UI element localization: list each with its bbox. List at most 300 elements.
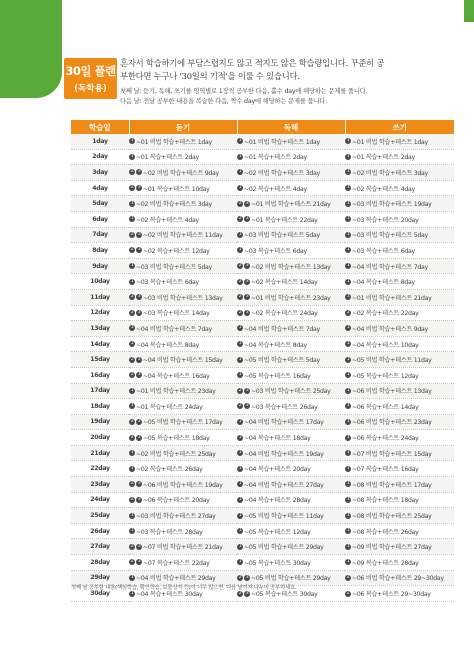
chapter-number-icon: 1 [238,372,242,378]
day-label: 6day [71,211,129,227]
chapter-number-icon: 3 [245,278,249,284]
writing-cell [345,414,454,430]
day-label: 19day [71,414,129,430]
cell-text: ~04 비법 학습+테스트 15day [143,357,223,365]
cell-text: ~06 비법 학습+테스트 29~30day [352,575,444,583]
cell-text: ~05 비법 학습+테스트 29day [251,575,331,583]
writing-cell [345,180,454,196]
cell-text: ~02 비법 학습+테스트 3day [244,169,320,177]
reading-cell [237,149,345,165]
chapter-number-icon: 2 [238,590,242,596]
chapter-number-icon: 2 [130,309,134,315]
cell-text: ~05 비법 학습+테스트 29day [244,544,324,552]
table-body [71,134,454,601]
day-label: 7day [71,227,129,243]
chapter-number-icon: 1 [346,543,350,549]
chapter-number-icon: 1 [130,465,134,471]
chapter-number-icon: 1 [130,138,134,144]
day-label: 20day [71,430,129,446]
chapter-number-icon: 1 [346,278,350,284]
intro-line: 부한다면 누구나 '30일의 기적'을 이룰 수 있습니다. [120,71,300,81]
chapter-number-icon: 2 [238,216,242,222]
reading-cell [237,508,345,524]
writing-cell [345,165,454,181]
reading-cell [237,180,345,196]
listening-cell [129,243,237,259]
chapter-number-icon: 2 [130,434,134,440]
plan-title: 30일 플랜 [65,64,116,78]
chapter-number-icon: 3 [245,574,249,580]
chapter-number-icon: 2 [130,496,134,502]
cell-text: ~04 비법 학습+테스트 17day [244,419,324,427]
chapter-number-icon: 2 [238,574,242,580]
cell-text: ~01 복습+테스트 10day [143,185,210,193]
intro-text [120,57,454,83]
cell-text: ~09 복습+테스트 28day [352,559,419,567]
cell-text: ~01 복습+테스트 24day [136,403,203,411]
reading-cell [237,461,345,477]
cell-text: ~02 복습+테스트 14day [251,279,318,287]
chapter-number-icon: 3 [137,481,141,487]
day-label: 26day [71,523,129,539]
cell-text: ~04 복습+테스트 8day [136,341,199,349]
header-writing: 쓰기 [345,120,454,134]
writing-cell [345,367,454,383]
day-label: 30day [71,586,129,602]
chapter-number-icon: 2 [130,247,134,253]
chapter-number-icon: 1 [130,450,134,456]
chapter-number-icon: 1 [238,247,242,253]
chapter-number-icon: 3 [137,543,141,549]
chapter-number-icon: 3 [137,309,141,315]
cell-text: ~06 비법 학습+테스트 19day [143,481,223,489]
chapter-number-icon: 1 [238,434,242,440]
day-label: 23day [71,477,129,493]
chapter-number-icon: 1 [346,263,350,269]
chapter-number-icon: 2 [346,574,350,580]
table-row [71,492,454,508]
table-row [71,149,454,165]
cell-text: ~08 비법 학습+테스트 17day [352,481,432,489]
cell-text: ~04 비법 학습+테스트 27day [244,481,324,489]
chapter-number-icon: 3 [245,309,249,315]
chapter-number-icon: 1 [346,216,350,222]
writing-cell [345,399,454,415]
cell-text: ~03 비법 학습+테스트 5day [352,232,428,240]
chapter-number-icon: 2 [130,231,134,237]
chapter-number-icon: 1 [238,465,242,471]
cell-text: ~05 비법 학습+테스트 17day [143,419,223,427]
chapter-number-icon: 1 [346,169,350,175]
listening-cell [129,258,237,274]
chapter-number-icon: 1 [130,200,134,206]
chapter-number-icon: 1 [130,512,134,518]
cell-text: ~03 비법 학습+테스트 5day [136,263,212,271]
listening-cell [129,492,237,508]
table-row [71,180,454,196]
plan-subtitle: (독학용) [74,84,107,94]
table-row [71,399,454,415]
cell-text: ~03 복습+테스트 6day [136,279,199,287]
listening-cell [129,367,237,383]
header-reading: 독해 [237,120,345,134]
chapter-number-icon: 2 [238,263,242,269]
chapter-number-icon: 3 [137,356,141,362]
reading-cell [237,289,345,305]
chapter-number-icon: 3 [245,200,249,206]
writing-cell [345,445,454,461]
cell-text: ~02 비법 학습+테스트 13day [251,263,331,271]
reading-cell [237,477,345,493]
cell-text: ~05 복습+테스트 12day [352,372,419,380]
cell-text: ~03 복습+테스트 20day [352,216,419,224]
chapter-number-icon: 1 [238,341,242,347]
day-label: 3day [71,165,129,181]
chapter-number-icon: 1 [238,325,242,331]
chapter-number-icon: 3 [137,185,141,191]
header-day: 학습일 [71,120,129,134]
day-label: 12day [71,305,129,321]
reading-cell [237,352,345,368]
cell-text: ~02 복습+테스트 24day [251,310,318,318]
table-row [71,321,454,337]
listening-cell [129,445,237,461]
table-row [71,430,454,446]
chapter-number-icon: 1 [346,434,350,440]
reading-cell [237,274,345,290]
chapter-number-icon: 3 [245,590,249,596]
reading-cell [237,523,345,539]
table-row [71,336,454,352]
writing-cell [345,196,454,212]
day-label: 28day [71,555,129,571]
cell-text: ~01 비법 학습+테스트 1day [136,138,212,146]
table-row [71,274,454,290]
chapter-number-icon: 2 [238,309,242,315]
chapter-number-icon: 2 [130,294,134,300]
chapter-number-icon: 1 [238,418,242,424]
cell-text: ~02 복습+테스트 4day [244,185,307,193]
writing-cell [345,461,454,477]
cell-text: ~02 복습+테스트 22day [352,310,419,318]
cell-text: ~01 복습+테스트 2day [352,154,415,162]
table-row [71,134,454,149]
day-label: 22day [71,461,129,477]
table-row [71,305,454,321]
cell-text: ~02 비법 학습+테스트 3day [136,201,212,209]
note-line: 다음 날: 전날 공부한 내용을 복습한 다음, 짝수 day에 해당하는 문제를 풉니다. [120,97,327,105]
cell-text: ~02 복습+테스트 4day [136,216,199,224]
cell-text: ~04 복습+테스트 30day [136,591,203,599]
writing-cell [345,211,454,227]
cell-text: ~03 복습+테스트 6day [352,247,415,255]
writing-cell [345,430,454,446]
listening-cell [129,555,237,571]
cell-text: ~04 복습+테스트 20day [244,466,311,474]
chapter-number-icon: 1 [346,465,350,471]
chapter-number-icon: 2 [346,309,350,315]
cell-text: ~08 복습+테스트 26day [352,528,419,536]
table-row [71,523,454,539]
footnote: 첫째 날 공부할 내용(핵심학습, 확인학습, 보물상자 등)이 너무 많으면, 다음 날까지 나누어 공부하세요. [71,585,297,591]
chapter-number-icon: 3 [137,434,141,440]
reading-cell [237,227,345,243]
chapter-number-icon: 1 [238,543,242,549]
table-row [71,258,454,274]
chapter-number-icon: 2 [238,387,242,393]
table-row [71,477,454,493]
cell-text: ~09 비법 학습+테스트 27day [352,544,432,552]
note-line: 첫째 날: 듣기, 독해, 쓰기를 영역별로 1장씩 공부한 다음, 홀수 day에 해당하는 문제를 풉니다. [120,88,368,95]
cell-text: ~02 비법 학습+테스트 11day [143,232,223,240]
day-label: 29day [71,570,129,586]
day-label: 11day [71,289,129,305]
writing-cell [345,289,454,305]
chapter-number-icon: 1 [346,372,350,378]
chapter-number-icon: 2 [130,418,134,424]
day-label: 15day [71,352,129,368]
chapter-number-icon: 2 [238,278,242,284]
day-label: 8day [71,243,129,259]
cell-text: ~06 비법 학습+테스트 13day [352,388,432,396]
chapter-number-icon: 1 [346,138,350,144]
chapter-number-icon: 1 [346,528,350,534]
cell-text: ~01 비법 학습+테스트 21day [251,201,331,209]
table-row [71,367,454,383]
chapter-number-icon: 3 [245,294,249,300]
table-row [71,539,454,555]
day-label: 17day [71,383,129,399]
table-row [71,196,454,212]
day-label: 2day [71,149,129,165]
chapter-number-icon: 1 [238,153,242,159]
table-row [71,383,454,399]
reading-cell [237,305,345,321]
cell-text: ~03 복습+테스트 14day [143,310,210,318]
chapter-number-icon: 1 [346,356,350,362]
chapter-number-icon: 1 [346,153,350,159]
cell-text: ~04 복습+테스트 18day [244,435,311,443]
cell-text: ~05 비법 학습+테스트 11day [244,513,324,521]
chapter-number-icon: 1 [130,574,134,580]
reading-cell [237,414,345,430]
table-row [71,352,454,368]
writing-cell [345,134,454,149]
reading-cell [237,196,345,212]
chapter-number-icon: 2 [130,372,134,378]
chapter-number-icon: 1 [130,528,134,534]
chapter-number-icon: 1 [238,559,242,565]
chapter-number-icon: 2 [130,543,134,549]
corner-decoration [0,0,62,98]
chapter-number-icon: 1 [238,496,242,502]
listening-cell [129,523,237,539]
reading-cell [237,367,345,383]
writing-cell [345,477,454,493]
cell-text: ~07 비법 학습+테스트 15day [352,450,432,458]
cell-text: ~04 복습+테스트 10day [352,341,419,349]
writing-cell [345,492,454,508]
chapter-number-icon: 1 [238,169,242,175]
listening-cell [129,383,237,399]
chapter-number-icon: 2 [346,590,350,596]
chapter-number-icon: 3 [245,387,249,393]
cell-text: ~01 비법 학습+테스트 21day [352,294,432,302]
reading-cell [237,165,345,181]
listening-cell [129,399,237,415]
listening-cell [129,134,237,149]
day-label: 13day [71,321,129,337]
chapter-number-icon: 1 [346,559,350,565]
chapter-number-icon: 1 [346,512,350,518]
cell-text: ~04 비법 학습+테스트 19day [244,450,324,458]
chapter-number-icon: 2 [130,559,134,565]
study-plan-table [71,120,454,602]
chapter-number-icon: 1 [238,185,242,191]
table-header-row [71,120,454,134]
writing-cell [345,383,454,399]
day-label: 24day [71,492,129,508]
listening-cell [129,461,237,477]
cell-text: ~03 복습+테스트 26day [251,403,318,411]
chapter-number-icon: 2 [130,356,134,362]
chapter-number-icon: 3 [137,418,141,424]
cell-text: ~05 비법 학습+테스트 5day [244,357,320,365]
chapter-number-icon: 2 [238,200,242,206]
chapter-number-icon: 1 [130,278,134,284]
reading-cell [237,492,345,508]
listening-cell [129,289,237,305]
listening-cell [129,336,237,352]
cell-text: ~03 비법 학습+테스트 19day [352,201,432,209]
cell-text: ~03 비법 학습+테스트 25day [251,388,331,396]
chapter-number-icon: 3 [137,294,141,300]
chapter-number-icon: 1 [130,403,134,409]
cell-text: ~07 복습+테스트 22day [143,559,210,567]
chapter-number-icon: 3 [137,231,141,237]
reading-cell [237,383,345,399]
cell-text: ~08 복습+테스트 18day [352,497,419,505]
chapter-number-icon: 1 [346,418,350,424]
cell-text: ~02 비법 학습+테스트 9day [143,169,219,177]
listening-cell [129,274,237,290]
chapter-number-icon: 1 [130,590,134,596]
writing-cell [345,305,454,321]
cell-text: ~07 비법 학습+테스트 21day [143,544,223,552]
chapter-number-icon: 1 [346,387,350,393]
reading-cell [237,399,345,415]
chapter-number-icon: 3 [137,169,141,175]
table-row [71,243,454,259]
writing-cell [345,523,454,539]
writing-cell [345,227,454,243]
reading-cell [237,336,345,352]
chapter-number-icon: 1 [130,153,134,159]
chapter-number-icon: 1 [238,528,242,534]
writing-cell [345,336,454,352]
cell-text: ~06 비법 학습+테스트 23day [352,419,432,427]
day-label: 14day [71,336,129,352]
listening-cell [129,539,237,555]
cell-text: ~01 비법 학습+테스트 1day [244,138,320,146]
cell-text: ~02 비법 학습+테스트 3day [352,169,428,177]
day-label: 16day [71,367,129,383]
cell-text: ~01 복습+테스트 2day [136,154,199,162]
writing-cell [345,243,454,259]
chapter-number-icon: 3 [137,247,141,253]
cell-text: ~07 복습+테스트 16day [352,466,419,474]
cell-text: ~01 복습+테스트 2day [244,154,307,162]
study-notes [120,87,454,106]
reading-cell [237,445,345,461]
chapter-number-icon: 1 [238,138,242,144]
header-listening: 듣기 [129,120,237,134]
cell-text: ~01 복습+테스트 22day [251,216,318,224]
listening-cell [129,414,237,430]
edge-decoration [464,0,474,22]
writing-cell [345,149,454,165]
chapter-number-icon: 1 [346,403,350,409]
day-label: 9day [71,258,129,274]
cell-text: ~04 복습+테스트 8day [352,279,415,287]
cell-text: ~06 복습+테스트 29~30day [352,591,431,599]
cell-text: ~03 복습+테스트 6day [244,247,307,255]
writing-cell [345,274,454,290]
cell-text: ~03 비법 학습+테스트 5day [244,232,320,240]
cell-text: ~04 비법 학습+테스트 9day [352,325,428,333]
cell-text: ~04 비법 학습+테스트 7day [352,263,428,271]
cell-text: ~04 비법 학습+테스트 29day [136,575,216,583]
table-row [71,445,454,461]
writing-cell [345,258,454,274]
listening-cell [129,165,237,181]
writing-cell [345,352,454,368]
cell-text: ~08 비법 학습+테스트 25day [352,513,432,521]
cell-text: ~04 복습+테스트 28day [244,497,311,505]
cell-text: ~01 비법 학습+테스트 23day [251,294,331,302]
cell-text: ~05 비법 학습+테스트 11day [352,357,432,365]
chapter-number-icon: 1 [346,450,350,456]
day-label: 10day [71,274,129,290]
listening-cell [129,430,237,446]
reading-cell [237,243,345,259]
listening-cell [129,227,237,243]
chapter-number-icon: 1 [238,356,242,362]
chapter-number-icon: 3 [137,559,141,565]
chapter-number-icon: 2 [130,481,134,487]
cell-text: ~01 비법 학습+테스트 23day [136,388,216,396]
chapter-number-icon: 1 [130,341,134,347]
reading-cell [237,430,345,446]
reading-cell [237,258,345,274]
cell-text: ~01 비법 학습+테스트 1day [352,138,428,146]
chapter-number-icon: 1 [238,450,242,456]
chapter-number-icon: 1 [346,231,350,237]
day-label: 21day [71,445,129,461]
chapter-number-icon: 1 [346,496,350,502]
reading-cell [237,555,345,571]
writing-cell [345,555,454,571]
reading-cell [237,211,345,227]
listening-cell [129,477,237,493]
chapter-number-icon: 2 [130,185,134,191]
cell-text: ~06 복습+테스트 14day [352,403,419,411]
cell-text: ~04 복습+테스트 8day [244,341,307,349]
chapter-number-icon: 1 [346,200,350,206]
table-row [71,414,454,430]
cell-text: ~05 복습+테스트 18day [143,435,210,443]
chapter-number-icon: 3 [245,403,249,409]
